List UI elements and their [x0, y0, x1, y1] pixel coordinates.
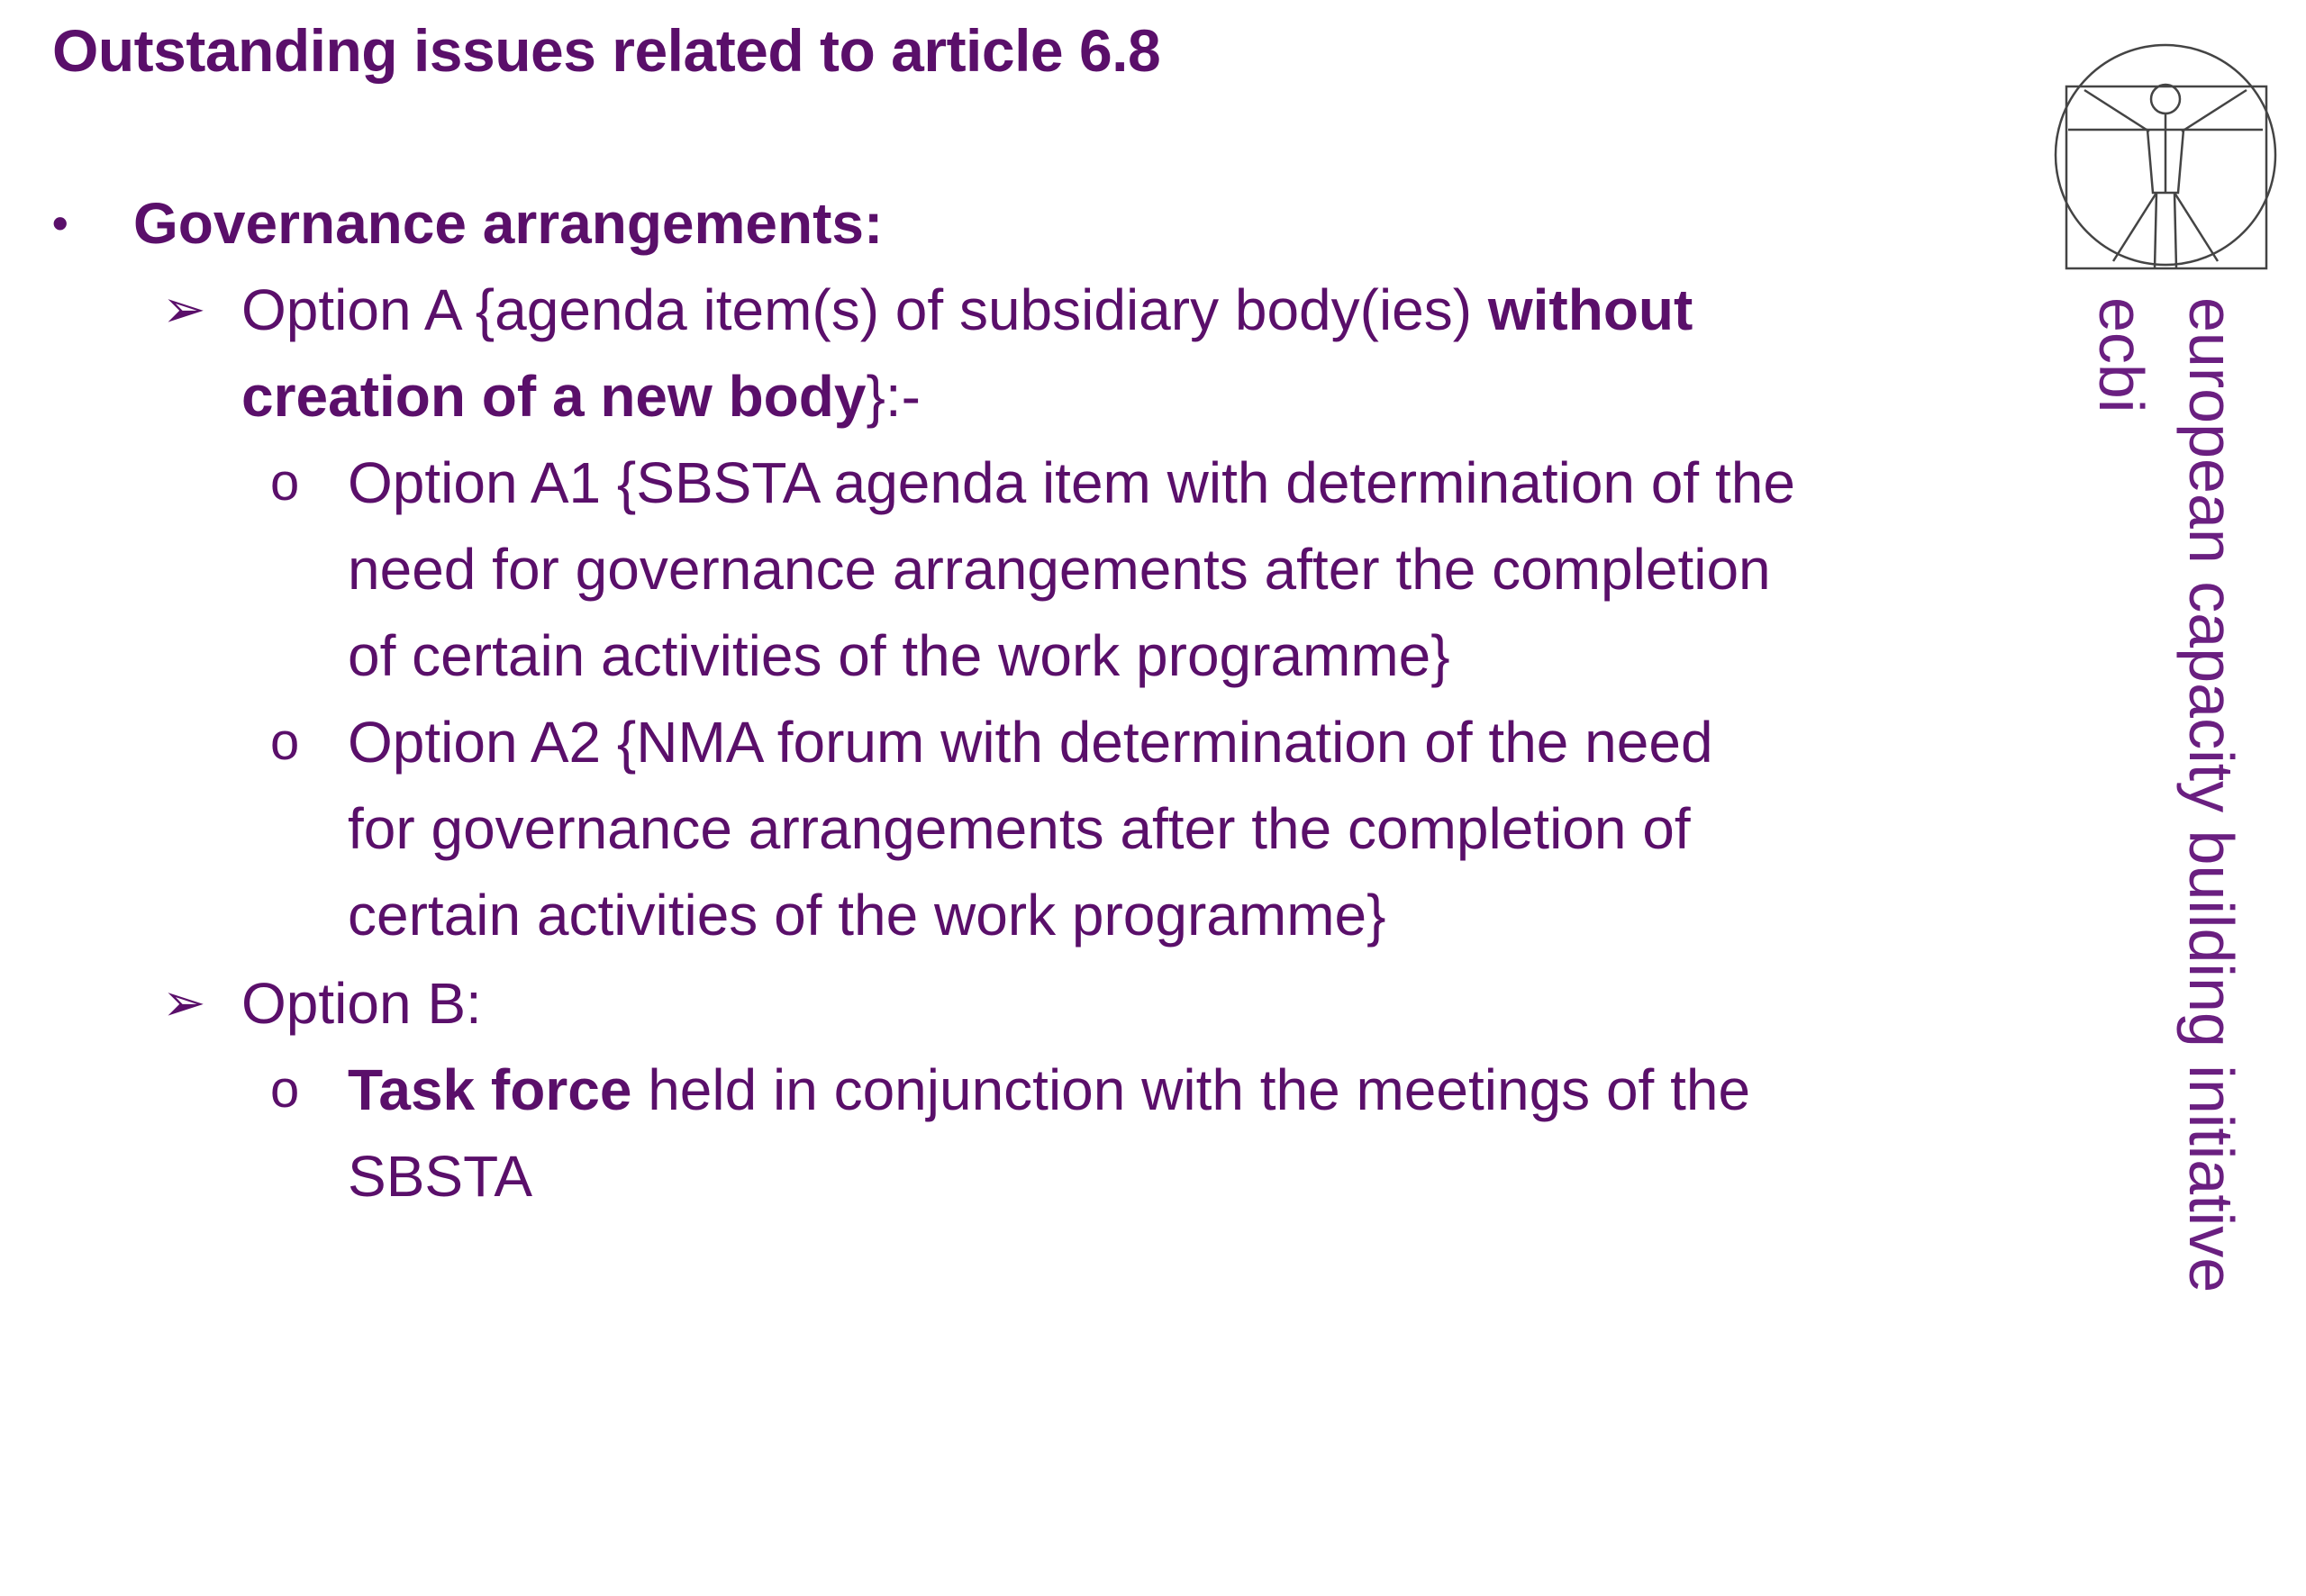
slide-title: Outstanding issues related to article 6.8	[52, 17, 1161, 84]
option-a2-line1: Option A2 {NMA forum with determination of the need	[348, 710, 1713, 775]
circle-bullet-icon: o	[270, 712, 300, 771]
sidebar-branding	[2072, 297, 2270, 1468]
option-a-text	[241, 267, 1971, 440]
option-b1-line2: SBSTA	[348, 1144, 533, 1209]
option-a-line1-plain: Option A {agenda item(s) of subsidiary body(ies)	[241, 277, 1488, 342]
option-a1-line2: need for governance arrangements after the completion	[348, 537, 1771, 602]
circle-bullet-icon: o	[270, 1060, 300, 1119]
sidebar-short-name: ecbi	[2086, 297, 2156, 413]
option-a2-line2: for governance arrangements after the completion of	[348, 796, 1691, 861]
option-a1-line3: of certain activities of the work programme}	[348, 623, 1450, 688]
option-a1-line1: Option A1 {SBSTA agenda item with determination of the	[348, 450, 1795, 515]
sidebar-full-name: european capacity building initiative	[2176, 297, 2247, 1293]
arrow-bullet-icon: ➢	[162, 974, 206, 1032]
option-a-line2-bold: creation of a new body	[241, 364, 867, 429]
option-b-label: Option B:	[241, 971, 482, 1036]
arrow-bullet-icon: ➢	[162, 280, 206, 339]
option-a-line1-bold: without	[1487, 277, 1693, 342]
option-a1-text	[348, 440, 2005, 699]
option-b1-line1-plain: held in conjunction with the meetings of the	[631, 1057, 1751, 1122]
circle-bullet-icon: o	[270, 453, 300, 512]
option-b1-text	[348, 1047, 2005, 1220]
disc-bullet-icon: •	[52, 198, 68, 249]
bullet-heading: Governance arrangements:	[133, 191, 884, 256]
option-a2-line3: certain activities of the work programme}	[348, 883, 1386, 948]
option-b1-line1-bold: Task force	[348, 1057, 632, 1122]
option-a2-text	[348, 699, 2005, 958]
vitruvian-man-icon	[2047, 40, 2281, 274]
option-a-line2-plain: }:-	[866, 364, 921, 429]
